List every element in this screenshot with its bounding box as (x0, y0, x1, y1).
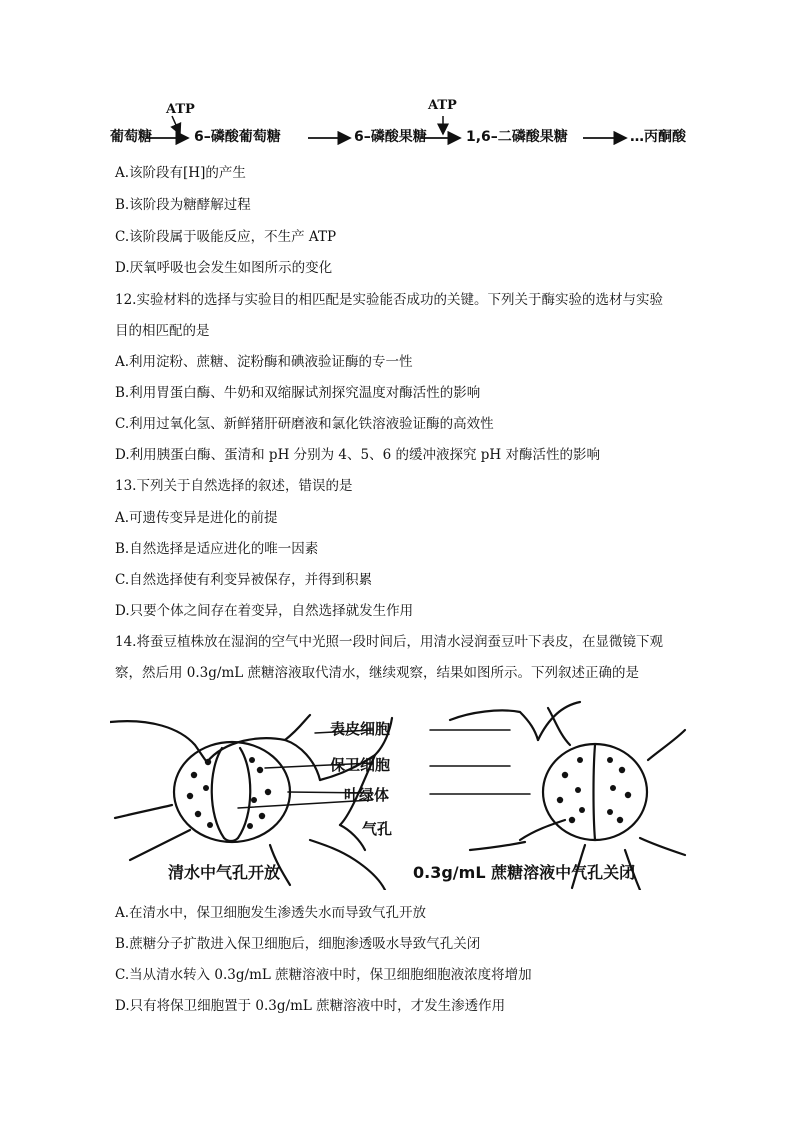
label-epidermal-cell: 表皮细胞 (330, 720, 391, 738)
atp-label-2: ATP (428, 98, 457, 113)
q12-option-a: A.利用淀粉、蔗糖、淀粉酶和碘液验证酶的专一性 (115, 354, 413, 370)
q13-option-a: A.可遗传变异是进化的前提 (115, 510, 278, 526)
q13-option-c: C.自然选择使有利变异被保存，并得到积累 (115, 572, 373, 588)
q12-stem-line1: 12.实验材料的选择与实验目的相匹配是实验能否成功的关键。下列关于酶实验的选材与实验 (115, 292, 663, 308)
label-chloroplast: 叶绿体 (344, 786, 390, 804)
node-f6p: 6–磷酸果糖 (354, 129, 427, 145)
caption-closed-stoma: 0.3g/mL 蔗糖溶液中气孔关闭 (413, 863, 636, 882)
q11-option-c: C.该阶段属于吸能反应，不生产 ATP (115, 229, 337, 245)
q13-option-b: B.自然选择是适应进化的唯一因素 (115, 541, 319, 557)
label-stoma: 气孔 (362, 820, 393, 838)
q12-option-b: B.利用胃蛋白酶、牛奶和双缩脲试剂探究温度对酶活性的影响 (115, 385, 481, 401)
q13-stem: 13.下列关于自然选择的叙述，错误的是 (115, 478, 353, 494)
q14-option-a: A.在清水中，保卫细胞发生渗透失水而导致气孔开放 (115, 905, 427, 921)
q11-option-b: B.该阶段为糖酵解过程 (115, 197, 251, 213)
q14-option-c: C.当从清水转入 0.3g/mL 蔗糖溶液中时，保卫细胞细胞液浓度将增加 (115, 967, 532, 983)
atp-arrow-1 (172, 116, 180, 134)
node-g6p: 6–磷酸葡萄糖 (194, 129, 281, 145)
q11-option-d: D.厌氧呼吸也会发生如图所示的变化 (115, 260, 333, 276)
q12-stem-line2: 目的相匹配的是 (115, 323, 210, 339)
label-guard-cell: 保卫细胞 (330, 756, 391, 774)
q11-option-a: A.该阶段有[H]的产生 (115, 165, 246, 181)
q14-option-b: B.蔗糖分子扩散进入保卫细胞后，细胞渗透吸水导致气孔关闭 (115, 936, 481, 952)
q14-stem-line1: 14.将蚕豆植株放在湿润的空气中光照一段时间后，用清水浸润蚕豆叶下表皮，在显微镜下观 (115, 634, 663, 650)
q12-option-c: C.利用过氧化氢、新鲜猪肝研磨液和氯化铁溶液验证酶的高效性 (115, 416, 494, 432)
node-pyruvate: …丙酮酸 (630, 129, 686, 145)
atp-label-1: ATP (166, 102, 195, 117)
node-glucose: 葡萄糖 (110, 129, 152, 145)
node-f16bp: 1,6–二磷酸果糖 (466, 129, 568, 145)
q14-option-d: D.只有将保卫细胞置于 0.3g/mL 蔗糖溶液中时，才发生渗透作用 (115, 998, 506, 1014)
q12-option-d: D.利用胰蛋白酶、蛋清和 pH 分别为 4、5、6 的缓冲液探究 pH 对酶活性的影响 (115, 447, 600, 463)
q14-stem-line2: 察，然后用 0.3g/mL 蔗糖溶液取代清水，继续观察，结果如图所示。下列叙述正确的是 (115, 665, 640, 681)
glycolysis-pathway-diagram (110, 96, 700, 152)
q13-option-d: D.只要个体之间存在着变异，自然选择就发生作用 (115, 603, 414, 619)
caption-open-stoma: 清水中气孔开放 (168, 863, 281, 882)
stomata-figure (110, 700, 690, 890)
